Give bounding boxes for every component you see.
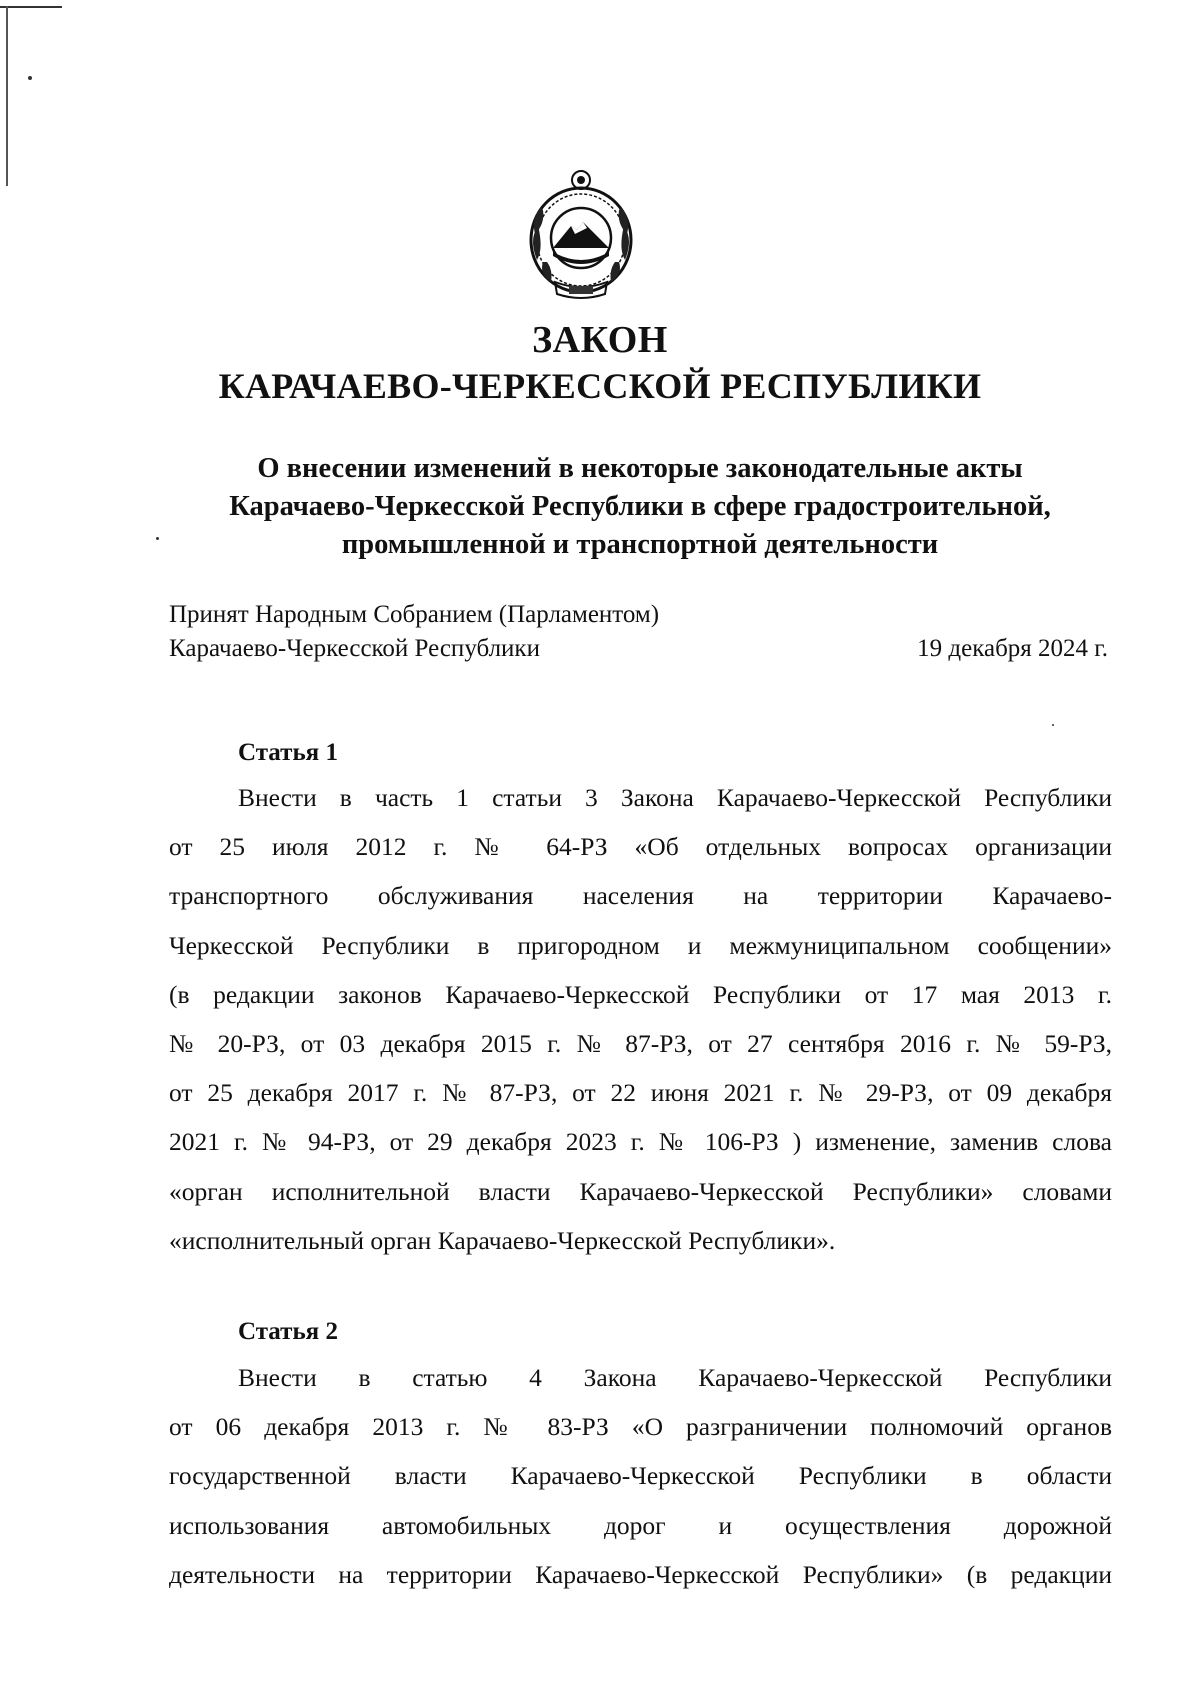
article-1-body	[169, 773, 1112, 1265]
text-line: «орган исполнительной власти Карачаево-Черкесской Республики» словами	[169, 1176, 1112, 1206]
article-1-heading: Статья 1	[238, 739, 338, 766]
scan-speck	[156, 537, 159, 540]
scan-speck	[28, 76, 32, 80]
article-2-body	[169, 1353, 1112, 1599]
scan-speck	[1052, 724, 1054, 726]
text-line: Внести в статью 4 Закона Карачаево-Черкесской Республики	[238, 1363, 1112, 1392]
scan-artifact	[0, 6, 62, 8]
text-line: Черкесской Республики в пригородном и межмуниципальном сообщении»	[169, 930, 1112, 960]
article-2-heading: Статья 2	[238, 1318, 338, 1345]
text-line: транспортного обслуживания населения на территории Карачаево-	[169, 881, 1112, 911]
heading-line: промышленной и транспортной деятельности	[341, 529, 939, 560]
adoption-date: 19 декабря 2024 г.	[917, 635, 1108, 662]
text-line: от 25 декабря 2017 г. № 87-РЗ, от 22 июня 2021 г. № 29-РЗ, от 09 декабря	[169, 1078, 1112, 1108]
adoption-line: Принят Народным Собранием (Парламентом)	[169, 601, 660, 628]
text-line: (в редакции законов Карачаево-Черкесской Республики от 17 мая 2013 г.	[169, 979, 1112, 1009]
text-line: № 20-РЗ, от 03 декабря 2015 г. № 87-РЗ, от 27 сентября 2016 г. № 59-РЗ,	[169, 1029, 1112, 1059]
text-line: «исполнительный орган Карачаево-Черкесской Республики».	[169, 1225, 836, 1255]
adoption-note	[169, 598, 659, 666]
text-line: от 06 декабря 2013 г. № 83-РЗ «О разграничении полномочий органов	[169, 1412, 1112, 1442]
law-subtitle: КАРАЧАЕВО-ЧЕРКЕССКОЙ РЕСПУБЛИКИ	[218, 366, 982, 406]
text-line: 2021 г. № 94-РЗ, от 29 декабря 2023 г. № 106-РЗ ) изменение, заменив слова	[169, 1127, 1112, 1157]
heading-line: Карачаево-Черкесской Республики в сфере градостроительной,	[229, 491, 1051, 522]
heading-line: О внесении изменений в некоторые законодательные акты	[257, 453, 1023, 484]
law-title: ЗАКОН	[532, 319, 668, 361]
law-heading	[160, 450, 1120, 564]
text-line: от 25 июля 2012 г. № 64-РЗ «Об отдельных вопросах организации	[169, 832, 1112, 862]
text-line: использования автомобильных дорог и осуществления дорожной	[169, 1510, 1112, 1540]
text-line: Внести в часть 1 статьи 3 Закона Карачаево-Черкесской Республики	[238, 783, 1112, 812]
adoption-line: Карачаево-Черкесской Республики	[169, 635, 540, 662]
text-line: деятельности на территории Карачаево-Черкесской Республики» (в редакции	[169, 1559, 1112, 1589]
scan-artifact	[6, 6, 8, 186]
coat-of-arms-emblem	[525, 168, 637, 308]
text-line: государственной власти Карачаево-Черкесской Республики в области	[169, 1461, 1112, 1491]
